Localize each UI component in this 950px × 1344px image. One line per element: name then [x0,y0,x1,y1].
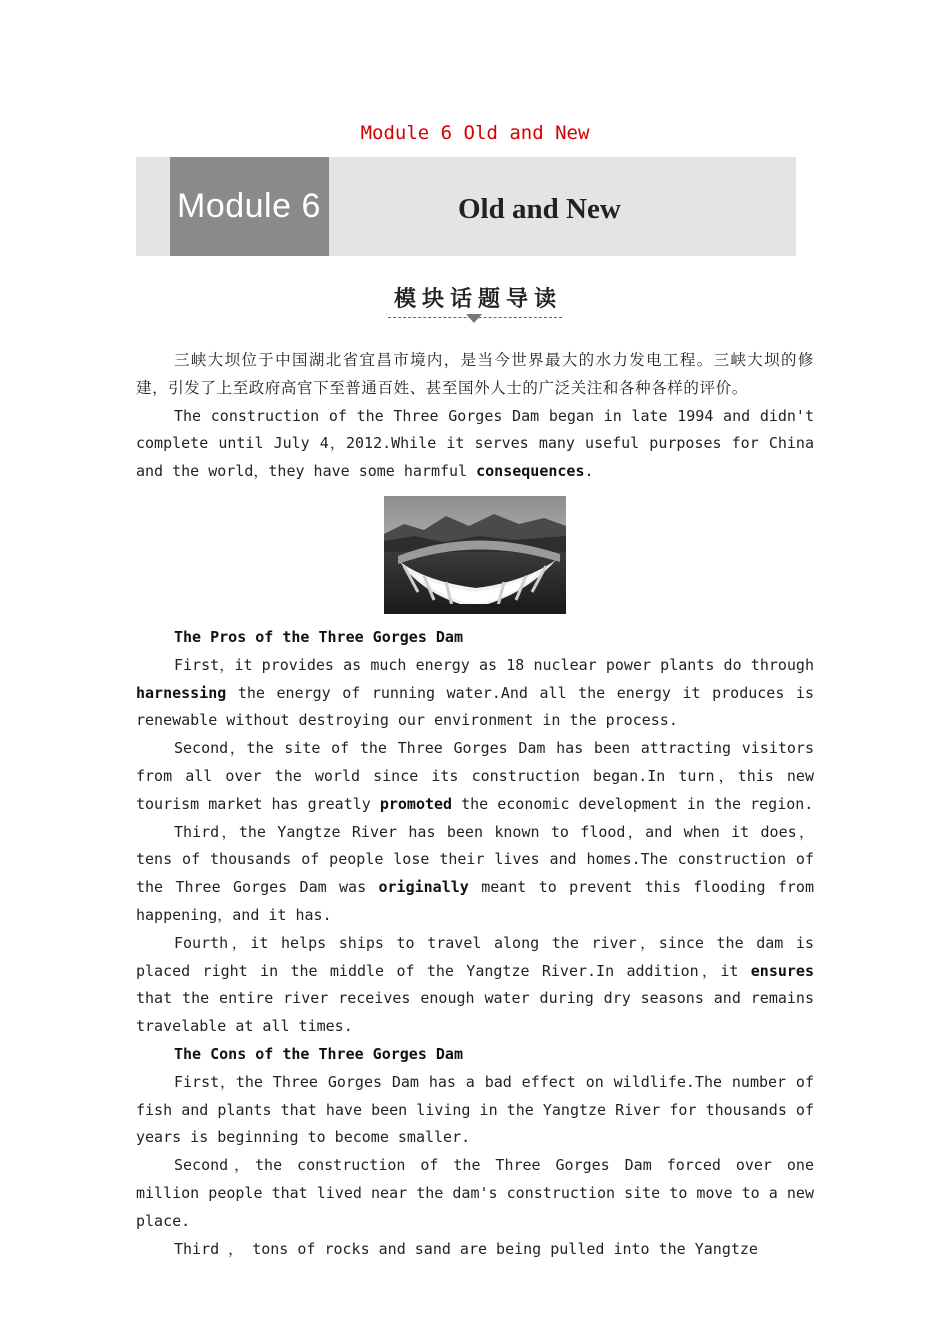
keyword-consequences: consequences [476,462,585,481]
cons-heading: The Cons of the Three Gorges Dam [174,1044,463,1063]
cons-paragraph-2: Second，the construction of the Three Gorges Dam forced over one million people that lived near the dam's construction site to move to a new place. [136,1156,814,1230]
pros-paragraph-4 [136,930,814,1041]
banner-topic-label: Old and New [458,193,621,225]
photo-container [136,486,814,624]
text-segment: The construction of the Three Gorges Dam began in late 1994 and didn't complete until July 4，2012.While it serves many useful purposes for China and the world，they have some harmful [136,406,814,481]
section-heading [0,282,950,318]
page-title: Module 6 Old and New [360,122,590,144]
section-heading-text: 模块话题导读 [388,282,562,318]
intro-chinese-paragraph: 三峡大坝位于中国湖北省宜昌市境内，是当今世界最大的水力发电工程。三峡大坝的修建，引发了上至政府高官下至普通百姓、甚至国外人士的广泛关注和各种各样的评价。 [136,351,814,397]
cons-paragraph-1: First，the Three Gorges Dam has a bad effect on wildlife.The number of fish and plants that have been living in the Yangtze River for thousands of years is beginning to become smaller. [136,1072,814,1147]
text-segment: that the entire river receives enough water during dry seasons and remains travelable at all times. [136,989,814,1036]
banner-module-block [170,157,329,256]
keyword-harnessing: harnessing [136,683,227,702]
pros-paragraph-2 [136,735,814,818]
text-segment: Fourth，it helps ships to travel along the river，since the dam is placed right in the middle of the Yangtze River.In addition，it [136,933,814,980]
keyword-ensures: ensures [750,961,814,980]
text-segment: Third，the Yangtze River has been known to flood，and when it does，tens of thousands of people lose their lives and homes.The construction of the Three Gorges Dam was [136,822,814,897]
pros-heading: The Pros of the Three Gorges Dam [174,627,463,646]
article-body [136,347,814,1263]
banner-module-label: Module 6 [177,187,321,225]
keyword-originally: originally [378,878,469,897]
text-segment: meant to prevent this flooding from happening，and it has. [136,878,814,924]
text-segment: . [584,462,594,481]
pros-paragraph-3 [136,819,814,930]
text-segment: First，it provides as much energy as 18 nuclear power plants do through [174,655,814,674]
module-banner [136,157,796,256]
pros-paragraph-1 [136,652,814,735]
heading-arrow-icon [466,314,482,323]
text-segment: Second，the site of the Three Gorges Dam has been attracting visitors from all over the world since its construction began.In turn，this new tourism market has greatly [136,739,814,813]
text-segment: the energy of running water.And all the energy it produces is renewable without destroying our environment in the process. [136,683,814,730]
intro-paragraph [136,403,814,486]
three-gorges-dam-photo [384,496,566,614]
text-segment: the economic development in the region. [452,794,814,813]
keyword-promoted: promoted [379,794,453,813]
cons-paragraph-3: Third ， tons of rocks and sand are being pulled into the Yangtze [174,1239,758,1258]
